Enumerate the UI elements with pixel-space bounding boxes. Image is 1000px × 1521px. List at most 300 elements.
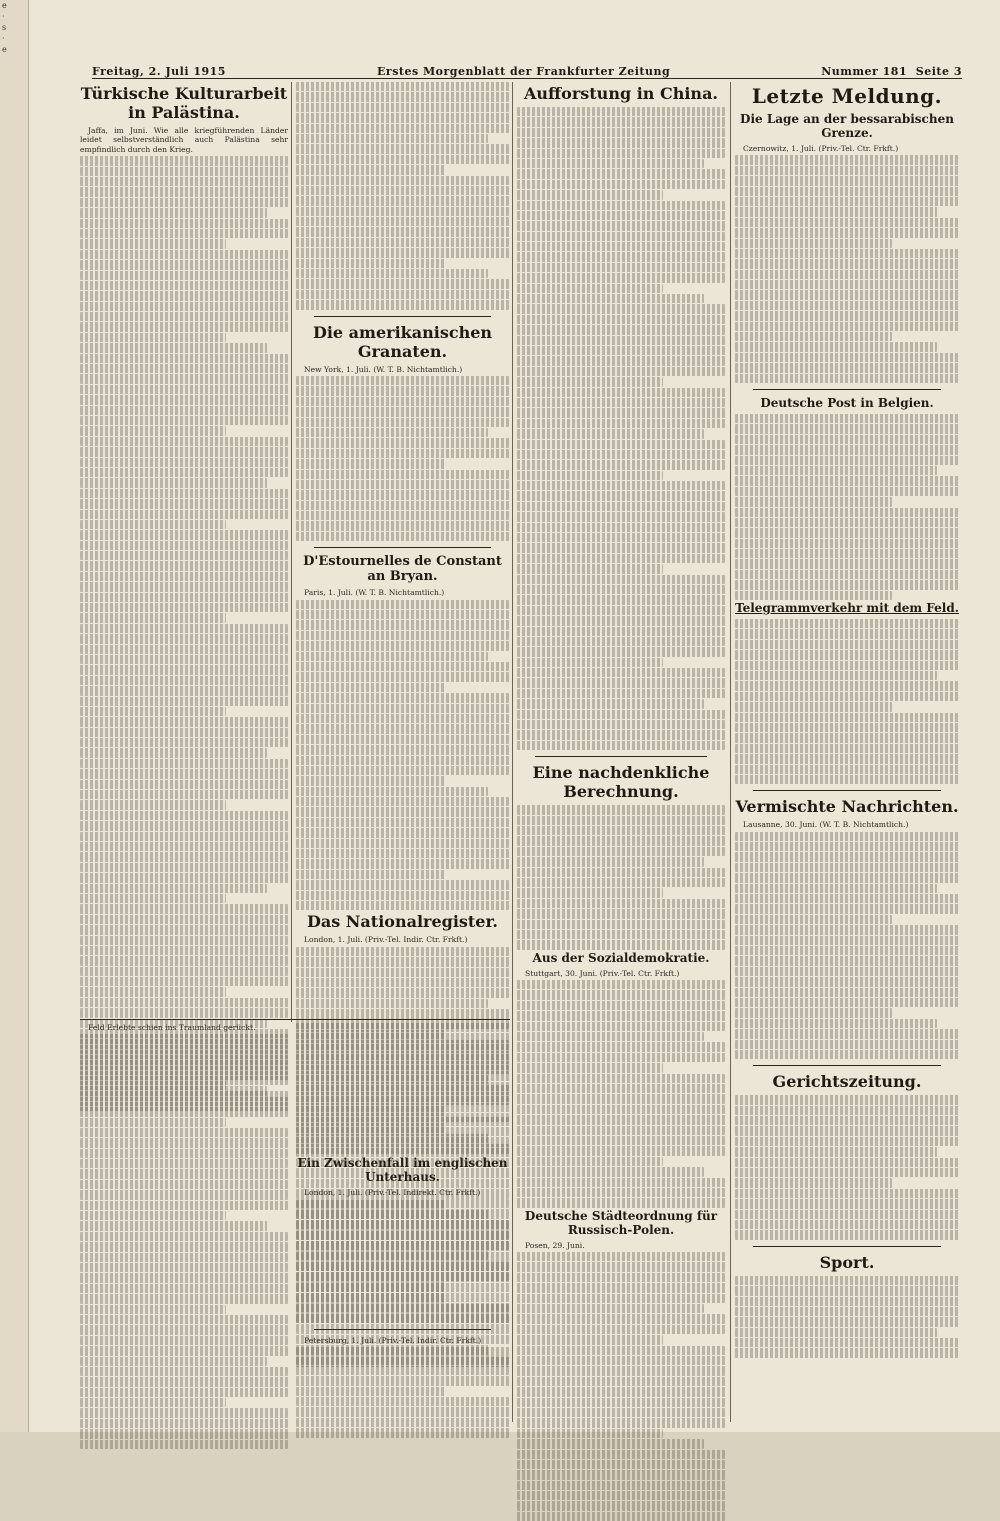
- text-line: [735, 1286, 959, 1295]
- text-line: [517, 1491, 725, 1500]
- text-line: [517, 221, 725, 230]
- text-line: [80, 458, 288, 467]
- text-line: [517, 419, 725, 428]
- text-line: [517, 741, 725, 750]
- text-line: [296, 1117, 509, 1126]
- text-line: [517, 868, 725, 877]
- text-line: [80, 1440, 288, 1449]
- text-line: [517, 232, 725, 241]
- text-line: [296, 807, 509, 816]
- text-line: [517, 512, 725, 521]
- text-line: [296, 818, 509, 827]
- text-line: [80, 343, 267, 352]
- text-line: [517, 1429, 663, 1438]
- text-line: [735, 640, 959, 649]
- divider: [753, 1246, 941, 1247]
- text-line: [80, 198, 288, 207]
- text-line: [735, 956, 959, 965]
- text-line: [517, 117, 725, 126]
- article-lead: Posen, 29. Juni.: [525, 1240, 585, 1250]
- text-line: [296, 620, 509, 629]
- text-line: [517, 356, 725, 365]
- text-line: [517, 990, 725, 999]
- column-2: [296, 82, 509, 1345]
- text-line: [517, 491, 725, 500]
- text-line: [735, 332, 892, 341]
- text-line: [735, 733, 959, 742]
- text-line: [517, 730, 725, 739]
- article-lead: Paris, 1. Juli. (W. T. B. Nichtamtlich.): [304, 588, 445, 598]
- text-line: [517, 1032, 704, 1041]
- text-line: [735, 497, 892, 506]
- text-line: [296, 511, 509, 520]
- divider: [314, 547, 491, 548]
- text-line: [296, 891, 509, 900]
- text-line: [296, 756, 509, 765]
- article-body: [296, 600, 509, 911]
- text-line: [735, 311, 959, 320]
- text-line: [517, 1146, 725, 1155]
- article-body: [517, 980, 725, 1208]
- text-line: [517, 1011, 725, 1020]
- text-line: [80, 1149, 288, 1158]
- text-line: [296, 1054, 509, 1063]
- text-line: [517, 481, 725, 490]
- text-line: [80, 967, 288, 976]
- divider: [753, 1065, 941, 1066]
- text-line: [80, 1253, 288, 1262]
- text-line: [517, 878, 725, 887]
- text-line: [735, 1050, 959, 1059]
- text-line: [296, 1033, 509, 1042]
- text-line: [80, 936, 288, 945]
- text-line: [296, 870, 445, 879]
- text-line: [517, 585, 725, 594]
- text-line: [517, 1366, 725, 1375]
- text-line: [735, 270, 959, 279]
- text-line: [735, 946, 959, 955]
- text-line: [80, 250, 288, 259]
- text-line: [296, 880, 509, 889]
- text-line: [517, 533, 725, 542]
- text-line: [735, 466, 937, 475]
- text-line: [296, 999, 488, 1008]
- text-line: [735, 435, 959, 444]
- text-line: [517, 211, 725, 220]
- text-line: [735, 166, 959, 175]
- text-line: [296, 1044, 509, 1053]
- article-title: Gerichtszeitung.: [772, 1072, 922, 1092]
- article-body: [80, 156, 288, 1111]
- text-line: [735, 1307, 959, 1316]
- text-line: [80, 520, 226, 529]
- text-line: [517, 398, 725, 407]
- article-subtitle: Die Lage an der bessarabischen Grenze.: [740, 112, 954, 140]
- text-line: [296, 988, 509, 997]
- text-line: [296, 735, 509, 744]
- text-line: [80, 676, 288, 685]
- text-line: [735, 456, 959, 465]
- text-line: [296, 113, 509, 122]
- text-line: [517, 1398, 725, 1407]
- text-line: [296, 532, 509, 541]
- text-line: [517, 930, 725, 939]
- text-line: [80, 1346, 288, 1355]
- text-line: [80, 468, 288, 477]
- text-line: [735, 570, 959, 579]
- text-line: [517, 1512, 725, 1521]
- text-line: [735, 1116, 959, 1125]
- text-line: [296, 1345, 488, 1354]
- text-line: [80, 395, 288, 404]
- text-line: [80, 686, 288, 695]
- text-line: [517, 294, 704, 303]
- text-line: [517, 273, 725, 282]
- text-line: [517, 1460, 725, 1469]
- text-line: [80, 904, 288, 913]
- article-title: Telegrammverkehr mit dem Feld.: [735, 601, 959, 616]
- text-line: [735, 508, 959, 517]
- text-line: [80, 1388, 288, 1397]
- text-line: [517, 377, 663, 386]
- text-line: [517, 1408, 725, 1417]
- text-line: [80, 769, 288, 778]
- text-line: [735, 476, 959, 485]
- text-line: [80, 946, 288, 955]
- text-line: [80, 1357, 267, 1366]
- text-line: [80, 790, 288, 799]
- text-line: [735, 915, 892, 924]
- text-line: [735, 1189, 959, 1198]
- text-line: [296, 92, 509, 101]
- text-line: [735, 723, 959, 732]
- text-line: [80, 842, 288, 851]
- text-line: [735, 518, 959, 527]
- text-line: [80, 613, 226, 622]
- text-line: [80, 665, 288, 674]
- text-line: [296, 103, 509, 112]
- text-line: [735, 1106, 959, 1115]
- text-line: [80, 271, 288, 280]
- text-line: [296, 978, 509, 987]
- text-line: [80, 1034, 288, 1043]
- article-body: [735, 619, 959, 784]
- article-body: [735, 832, 959, 1060]
- text-line: [296, 672, 509, 681]
- text-line: [80, 416, 288, 425]
- feuilleton-body: [296, 1023, 509, 1438]
- text-line: [80, 1211, 226, 1220]
- text-line: [517, 1053, 725, 1062]
- text-line: [735, 775, 959, 784]
- text-line: [735, 363, 959, 372]
- text-line: [517, 1314, 725, 1323]
- text-line: [517, 637, 725, 646]
- text-line: [517, 304, 725, 313]
- text-line: [80, 219, 288, 228]
- text-line: [517, 647, 725, 656]
- text-line: [517, 1198, 725, 1207]
- text-line: [517, 1418, 725, 1427]
- text-line: [80, 655, 288, 664]
- text-line: [296, 1366, 509, 1375]
- text-line: [80, 1367, 288, 1376]
- text-line: [735, 549, 959, 558]
- text-line: [517, 980, 725, 989]
- text-line: [517, 1084, 725, 1093]
- text-line: [735, 1317, 959, 1326]
- text-line: [735, 1328, 937, 1337]
- text-line: [296, 610, 509, 619]
- article-title: Türkische Kulturarbeit in Palästina.: [80, 84, 288, 122]
- text-line: [735, 424, 959, 433]
- text-line: [517, 1387, 725, 1396]
- text-line: [296, 1023, 509, 1032]
- text-line: [517, 180, 725, 189]
- text-line: [80, 1325, 288, 1334]
- text-line: [80, 447, 288, 456]
- text-line: [80, 998, 288, 1007]
- text-line: [80, 385, 288, 394]
- article-title: Vermischte Nachrichten.: [735, 797, 959, 817]
- article-body: [517, 805, 725, 949]
- text-line: [80, 1232, 288, 1241]
- text-line: [517, 1262, 725, 1271]
- text-line: [735, 353, 959, 362]
- text-line: [80, 645, 288, 654]
- text-line: [735, 967, 959, 976]
- column-rule: [730, 82, 731, 1422]
- text-line: [80, 364, 288, 373]
- text-line: [296, 724, 509, 733]
- text-line: [517, 1252, 725, 1261]
- text-line: [517, 346, 725, 355]
- text-line: [517, 1283, 725, 1292]
- text-line: [80, 167, 288, 176]
- text-line: [80, 156, 288, 165]
- text-line: [296, 1241, 509, 1250]
- text-line: [735, 580, 959, 589]
- text-line: [517, 471, 663, 480]
- text-line: [80, 1066, 288, 1075]
- text-line: [296, 480, 509, 489]
- text-line: [735, 1220, 959, 1229]
- text-line: [735, 1147, 937, 1156]
- text-line: [735, 925, 959, 934]
- text-line: [517, 909, 725, 918]
- text-line: [735, 661, 959, 670]
- text-line: [296, 397, 509, 406]
- header-number: Nummer 181 Seite 3: [821, 65, 962, 78]
- text-line: [735, 977, 959, 986]
- text-line: [296, 652, 488, 661]
- text-line: [80, 1128, 288, 1137]
- text-line: [80, 624, 288, 633]
- text-line: [80, 510, 288, 519]
- text-line: [296, 279, 509, 288]
- text-line: [517, 816, 725, 825]
- text-line: [296, 600, 509, 609]
- text-line: [296, 428, 488, 437]
- text-line: [80, 1107, 288, 1116]
- text-line: [80, 1055, 288, 1064]
- text-line: [517, 1022, 725, 1031]
- text-line: [517, 658, 663, 667]
- article-title: Deutsche Städteordnung für Russisch-Polen.: [524, 1208, 718, 1237]
- text-line: [735, 629, 959, 638]
- text-line: [80, 697, 288, 706]
- text-line: [517, 1126, 725, 1135]
- text-line: [517, 689, 725, 698]
- text-line: [80, 738, 288, 747]
- text-line: [296, 1200, 445, 1209]
- text-line: [517, 429, 704, 438]
- text-line: [735, 1199, 959, 1208]
- text-line: [296, 1231, 509, 1240]
- text-line: [80, 977, 288, 986]
- feuilleton-lead: Feld Erlebte schien ins Traumland gerückt.: [88, 1023, 256, 1032]
- text-line: [735, 936, 959, 945]
- text-line: [735, 713, 959, 722]
- article-body: [517, 1252, 725, 1521]
- article-body: [735, 414, 959, 600]
- text-line: [735, 1019, 937, 1028]
- text-line: [80, 1419, 288, 1428]
- text-line: [735, 1230, 959, 1239]
- text-line: [517, 1094, 725, 1103]
- divider: [753, 389, 941, 390]
- text-line: [80, 1086, 267, 1095]
- text-line: [80, 915, 288, 924]
- text-line: [517, 720, 725, 729]
- text-line: [80, 1408, 288, 1417]
- text-line: [517, 336, 725, 345]
- text-line: [296, 418, 509, 427]
- text-line: [80, 478, 267, 487]
- text-line: [80, 561, 288, 570]
- text-line: [517, 1377, 725, 1386]
- article-body: [735, 1095, 959, 1239]
- text-line: [80, 707, 226, 716]
- text-line: [80, 956, 288, 965]
- text-line: [80, 582, 288, 591]
- text-line: [517, 857, 704, 866]
- text-line: [296, 521, 509, 530]
- text-line: [80, 374, 288, 383]
- text-line: [296, 704, 509, 713]
- text-line: [80, 1076, 288, 1085]
- text-line: [80, 603, 288, 612]
- text-line: [517, 1294, 725, 1303]
- text-line: [735, 207, 937, 216]
- text-line: [296, 290, 509, 299]
- text-line: [296, 1418, 509, 1427]
- text-line: [735, 187, 959, 196]
- text-line: [296, 238, 509, 247]
- text-line: [517, 1470, 725, 1479]
- feuilleton-body: [80, 1034, 288, 1449]
- text-line: [296, 1075, 488, 1084]
- text-line: [517, 1074, 725, 1083]
- text-line: [80, 1097, 288, 1106]
- text-line: [517, 575, 725, 584]
- text-line: [296, 186, 509, 195]
- text-line: [80, 281, 288, 290]
- text-line: [80, 884, 267, 893]
- text-line: [735, 539, 959, 548]
- text-line: [80, 759, 288, 768]
- text-line: [296, 124, 509, 133]
- text-line: [517, 564, 663, 573]
- text-line: [517, 159, 704, 168]
- text-line: [296, 901, 509, 910]
- text-line: [80, 1273, 288, 1282]
- text-line: [80, 821, 288, 830]
- article-body: [735, 155, 959, 383]
- text-line: [80, 800, 226, 809]
- text-line: [80, 1263, 288, 1272]
- text-line: [296, 1314, 509, 1323]
- text-line: [735, 863, 959, 872]
- text-line: [517, 523, 725, 532]
- article-lead: Jaffa, im Juni. Wie alle kriegführenden Länder leidet selbstverständlich auch Palästina sehr empfindlich durch den Krieg.: [80, 126, 288, 154]
- text-line: [80, 1201, 288, 1210]
- adjacent-page-margin: e · s · e: [0, 0, 29, 1432]
- text-line: [80, 333, 226, 342]
- article-title: Deutsche Post in Belgien.: [760, 396, 934, 410]
- text-line: [296, 776, 445, 785]
- text-line: [517, 502, 725, 511]
- text-line: [517, 710, 725, 719]
- text-line: [735, 374, 959, 383]
- text-line: [296, 766, 509, 775]
- text-line: [517, 668, 725, 677]
- divider: [314, 316, 491, 317]
- text-line: [517, 1450, 725, 1459]
- text-line: [296, 1397, 509, 1406]
- text-line: [80, 1138, 288, 1147]
- article-lead: London, 1. Juli. (Priv.-Tel. Indir. Ctr. Frkft.): [304, 935, 468, 945]
- column-1: [80, 82, 288, 1018]
- text-line: [296, 1127, 509, 1136]
- text-line: [80, 1305, 226, 1314]
- text-line: [517, 1273, 725, 1282]
- text-line: [296, 1106, 445, 1115]
- text-line: [735, 342, 937, 351]
- text-line: [296, 1428, 509, 1437]
- text-line: [517, 1356, 725, 1365]
- text-line: [296, 1137, 509, 1146]
- text-line: [735, 754, 959, 763]
- text-line: [517, 1115, 725, 1124]
- text-line: [735, 650, 959, 659]
- text-line: [296, 470, 509, 479]
- text-line: [80, 873, 288, 882]
- text-line: [735, 988, 959, 997]
- text-line: [735, 842, 959, 851]
- text-line: [80, 541, 288, 550]
- text-line: [296, 683, 445, 692]
- page-header: [92, 60, 962, 79]
- text-line: [80, 925, 288, 934]
- text-line: [517, 284, 663, 293]
- header-date: Freitag, 2. Juli 1915: [92, 65, 226, 78]
- text-line: [296, 438, 509, 447]
- text-line: [296, 1262, 509, 1271]
- column-4: [735, 82, 959, 1418]
- text-line: [735, 1029, 959, 1038]
- text-line: [735, 559, 959, 568]
